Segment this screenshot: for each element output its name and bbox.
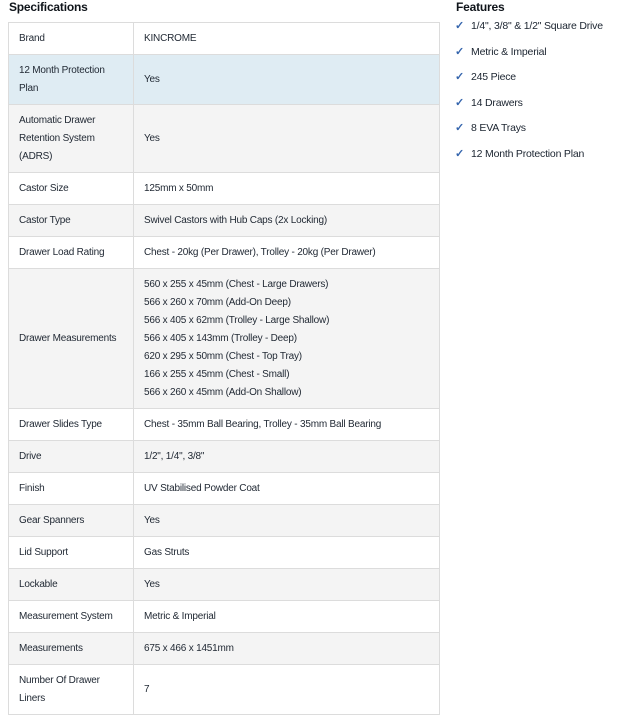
specifications-title: Specifications [9,0,88,14]
spec-value-line: 566 x 405 x 143mm (Trolley - Deep) [144,332,297,344]
spec-value-line: 1/2", 1/4", 3/8" [144,450,205,462]
spec-value-line: UV Stabilised Powder Coat [144,482,260,494]
check-icon: ✓ [455,96,465,109]
spec-value-line: 566 x 405 x 62mm (Trolley - Large Shallow) [144,314,330,326]
spec-value [134,633,440,665]
features-title: Features [456,0,505,14]
spec-value [134,537,440,569]
spec-value-line: 560 x 255 x 45mm (Chest - Large Drawers) [144,278,329,290]
spec-value [134,269,440,409]
spec-value-line: 566 x 260 x 70mm (Add-On Deep) [144,296,291,308]
spec-label: Castor Size [9,173,134,205]
feature-item [455,122,641,134]
spec-label: Measurements [9,633,134,665]
spec-row [9,55,440,105]
spec-label: Drive [9,441,134,473]
spec-value-line: KINCROME [144,32,197,44]
spec-label: Brand [9,23,134,55]
spec-label: 12 Month Protection Plan [9,55,134,105]
spec-value-line: 7 [144,683,150,695]
spec-value-line: Yes [144,578,160,590]
feature-item [455,97,641,109]
spec-label: Finish [9,473,134,505]
features-section [455,0,641,173]
spec-row [9,441,440,473]
spec-row [9,173,440,205]
spec-row [9,23,440,55]
specifications-table-body [9,23,440,715]
feature-item [455,148,641,160]
spec-value-line: 125mm x 50mm [144,182,214,194]
features-list [455,20,641,160]
spec-value-line: Swivel Castors with Hub Caps (2x Locking) [144,214,327,226]
spec-value [134,409,440,441]
spec-value [134,173,440,205]
spec-value [134,569,440,601]
feature-item [455,71,641,83]
spec-label: Gear Spanners [9,505,134,537]
spec-value [134,441,440,473]
spec-value-line: Yes [144,132,160,144]
spec-value-line: 566 x 260 x 45mm (Add-On Shallow) [144,386,302,398]
spec-value-line: 675 x 466 x 1451mm [144,642,234,654]
specifications-table [8,22,440,715]
spec-value-line: Yes [144,73,160,85]
spec-value [134,237,440,269]
spec-row [9,473,440,505]
feature-item [455,46,641,58]
spec-label: Automatic Drawer Retention System (ADRS) [9,105,134,173]
spec-label: Measurement System [9,601,134,633]
spec-row [9,633,440,665]
spec-row [9,665,440,715]
spec-value-line: Metric & Imperial [144,610,216,622]
spec-row [9,205,440,237]
spec-label: Lid Support [9,537,134,569]
spec-value [134,205,440,237]
spec-value [134,105,440,173]
check-icon: ✓ [455,20,465,32]
spec-value [134,55,440,105]
spec-label: Drawer Measurements [9,269,134,409]
spec-row [9,237,440,269]
spec-label: Lockable [9,569,134,601]
feature-label: Metric & Imperial [471,45,547,58]
check-icon: ✓ [455,147,465,160]
spec-label: Drawer Slides Type [9,409,134,441]
spec-value-line: 620 x 295 x 50mm (Chest - Top Tray) [144,350,302,362]
spec-value [134,665,440,715]
spec-row [9,601,440,633]
spec-value-line: Chest - 20kg (Per Drawer), Trolley - 20kg (Per Drawer) [144,246,376,258]
spec-row [9,569,440,601]
feature-label: 1/4", 3/8" & 1/2" Square Drive [471,20,603,32]
feature-label: 245 Piece [471,71,516,83]
spec-value [134,505,440,537]
spec-label: Drawer Load Rating [9,237,134,269]
spec-row [9,409,440,441]
spec-row [9,505,440,537]
spec-label: Number Of Drawer Liners [9,665,134,715]
feature-label: 14 Drawers [471,96,523,109]
spec-label: Castor Type [9,205,134,237]
check-icon: ✓ [455,122,465,134]
spec-value [134,473,440,505]
spec-value-line: Yes [144,514,160,526]
check-icon: ✓ [455,45,465,58]
spec-row [9,269,440,409]
spec-value-line: Gas Struts [144,546,190,558]
feature-item [455,20,641,32]
spec-row [9,537,440,569]
spec-value [134,601,440,633]
specifications-section [8,0,440,715]
spec-value [134,23,440,55]
feature-label: 8 EVA Trays [471,122,526,134]
check-icon: ✓ [455,71,465,83]
spec-value-line: Chest - 35mm Ball Bearing, Trolley - 35mm Ball Bearing [144,418,382,430]
spec-row [9,105,440,173]
feature-label: 12 Month Protection Plan [471,147,585,160]
spec-value-line: 166 x 255 x 45mm (Chest - Small) [144,368,290,380]
